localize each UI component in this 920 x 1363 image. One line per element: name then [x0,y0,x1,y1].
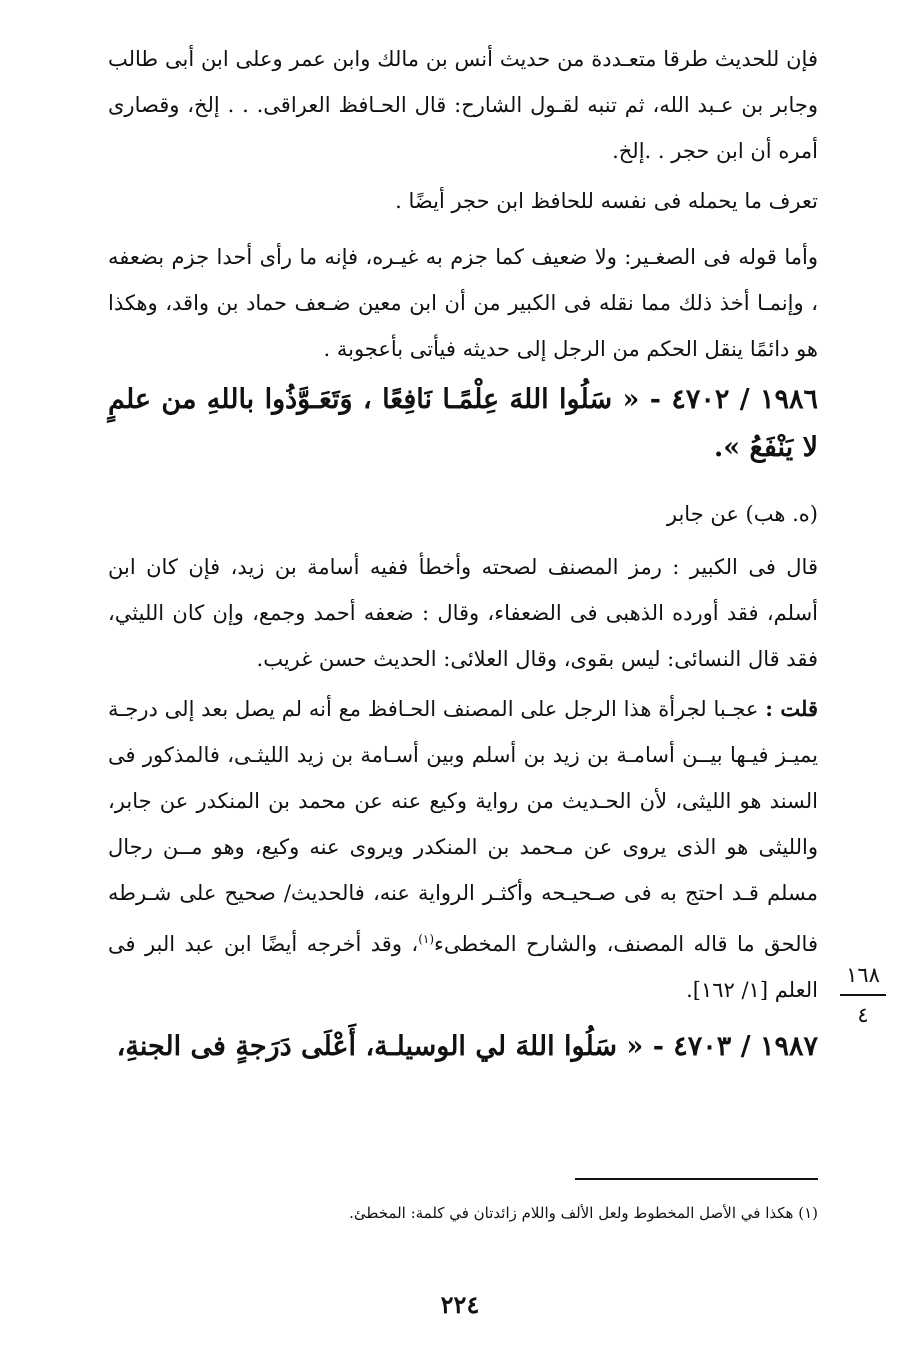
hadith-1986: ١٩٨٦ / ٤٧٠٢ - « سَلُوا اللهَ عِلْمًـا نَافِعًا ، وَتَعَـوَّذُوا باللهِ من علمٍ لا يَنْفَعُ ». [108,384,818,463]
paragraph-2: تعرف ما يحمله فى نفسه للحافظ ابن حجر أيضًا . [395,189,818,213]
paragraph-4: قال فى الكبير : رمز المصنف لصحته وأخطأ ففيه أسامة بن زيد، فإن كان ابن أسلم، فقد أورده الذهبى فى الضعفاء، وقال : ضعفه أحمد وجمع، وإن كان الليثي، فقد قال النسائى: ليس بقوى، وقال العلائى: الحديث حسن غريب. [108,555,818,671]
hadith-1987: ١٩٨٧ / ٤٧٠٣ - « سَلُوا اللهَ لي الوسيلـة، أَعْلَى دَرَجةٍ فى الجنةِ، [116,1031,818,1062]
paragraph-5-text: عجـبا لجرأة هذا الرجل على المصنف الحـافظ مع أنه لم يصل بعد إلى درجـة يميـز فيـها بيــن أسامـة بن زيد بن أسلم وبين أسـامة بن زيد الليثـى، فالمذكور فى السند هو الليثى، لأن الحـديث من رواية وكيع عنه عن محمد بن المنكدر عن جابر، والليثى هو الذى يروى عن مـحمد بن المنكدر ويروى عنه وكيع، وهو مــن رجال مسلم قـد احتج به فى صـحيـحه وأكثـر الرواية عنه، فالحديث/ صحيح على شـرطه فالحق ما قاله المصنف، والشارح المخطىء [108,697,818,956]
qult-label: قلت : [765,696,818,721]
folio-part: ٤ [857,1003,869,1027]
page-number: ٢٢٤ [440,1290,480,1319]
footnote: (١) هكذا في الأصل المخطوط ولعل الألف واللام زائدتان في كلمة: المخطئ. [349,1204,818,1222]
folio-number: ١٦٨ [846,963,880,987]
footnote-separator [575,1178,818,1180]
paragraph-5 [108,686,818,1013]
paragraph-5-tail: ، وقد أخرجه أيضًا ابن عبد البر فى العلم [١/ ١٦٢]. [108,932,818,1002]
main-text-column [108,36,818,1071]
footnote-marker: (١) [418,932,435,946]
paragraph-3: وأما قوله فى الصغـير: ولا ضعيف كما جزم به غيـره، فإنه ما رأى أحدا جزم بضعفه ، وإنمـا أخذ ذلك مما نقله فى الكبير من أن ابن معين ضـعف حماد بن واقد، وهكذا هو دائمًا ينقل الحكم من الرجل إلى حديثه فيأتى بأعجوبة . [108,245,818,361]
folio-divider [840,994,886,996]
manuscript-folio-reference [832,960,894,1030]
hadith-source-1: (ه. هب) عن جابر [666,502,818,526]
paragraph-1: فإن للحديث طرقا متعـددة من حديث أنس بن مالك وابن عمر وعلى ابن أبى طالب وجابر بن عـبد الله، ثم تنبه لقـول الشارح: قال الحـافظ العراقى. . . إلخ، وقصارى أمره أن ابن حجر . .إلخ. [108,47,818,163]
